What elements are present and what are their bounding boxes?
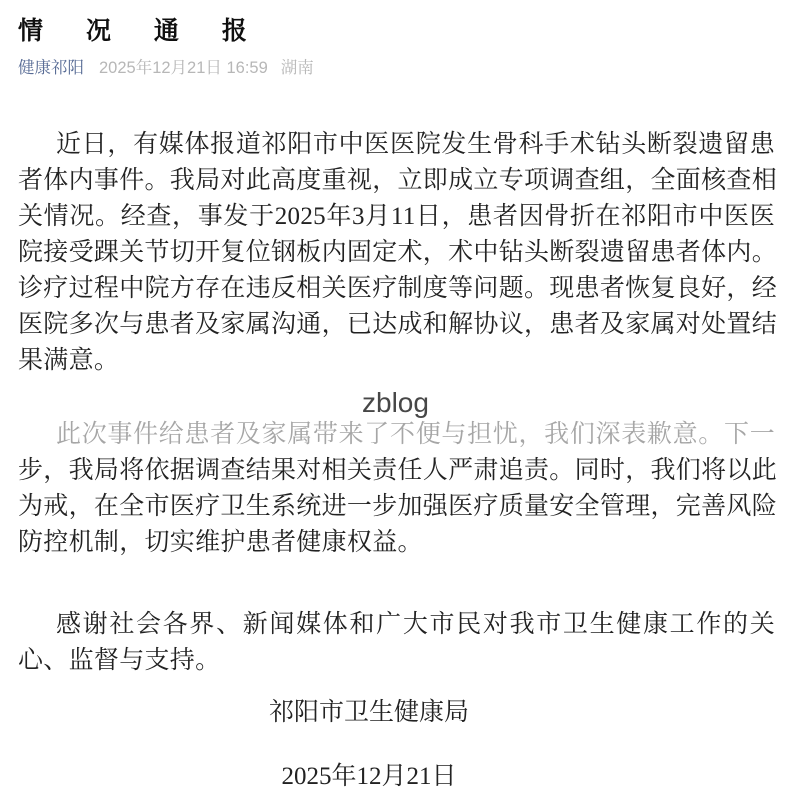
body-line: 关情况。经查，事发于2025年3月11日，患者因骨折在祁阳市中医医 <box>18 203 775 230</box>
body-line: 防控机制，切实维护患者健康权益。 <box>18 529 423 556</box>
body-line: 院接受踝关节切开复位钢板内固定术，术中钻头断裂遗留患者体内。 <box>18 239 778 266</box>
body-line: 果满意。 <box>18 347 120 374</box>
body-line: 此次事件给患者及家属带来了不便与担忧，我们深表歉意。下一 <box>56 421 775 448</box>
article-body <box>18 127 778 795</box>
document-date: 2025年12月21日 <box>281 763 457 790</box>
body-line: 为戒，在全市医疗卫生系统进一步加强医疗质量安全管理，完善风险 <box>18 493 778 520</box>
byline <box>18 57 775 79</box>
account-name[interactable]: 健康祁阳 <box>18 59 84 77</box>
signature: 祁阳市卫生健康局 <box>268 699 469 726</box>
page-title: 情 况 通 报 <box>18 17 265 45</box>
body-line: 诊疗过程中院方存在违反相关医疗制度等问题。现患者恢复良好，经 <box>18 275 778 302</box>
publish-location: 湖南 <box>280 59 314 77</box>
body-line: 心、监督与支持。 <box>18 647 221 674</box>
watermark: zblog <box>362 387 429 418</box>
body-line: 近日，有媒体报道祁阳市中医医院发生骨科手术钻头断裂遗留患 <box>56 131 775 158</box>
body-line: 步，我局将依据调查结果对相关责任人严肃追责。同时，我们将以此 <box>18 457 778 484</box>
paragraph <box>18 417 778 561</box>
publish-datetime: 2025年12月21日 16:59 <box>99 59 268 77</box>
body-line: 者体内事件。我局对此高度重视，立即成立专项调查组，全面核查相 <box>18 167 778 194</box>
body-line: 医院多次与患者及家属沟通，已达成和解协议，患者及家属对处置结 <box>18 311 778 338</box>
paragraph <box>18 127 778 379</box>
body-line: 感谢社会各界、新闻媒体和广大市民对我市卫生健康工作的关 <box>56 611 775 638</box>
paragraph <box>18 607 775 679</box>
